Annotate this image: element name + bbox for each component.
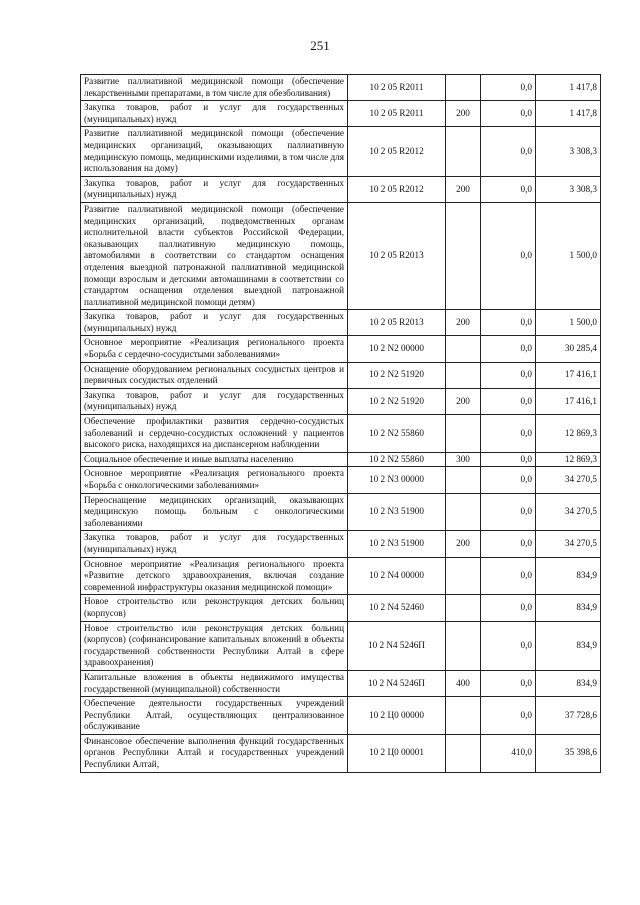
table-row bbox=[81, 415, 601, 453]
row-amount-1: 0,0 bbox=[481, 557, 536, 595]
row-target-code: 10 2 05 R2012 bbox=[348, 176, 446, 202]
row-amount-2: 1 500,0 bbox=[536, 310, 601, 336]
row-expense-type: 200 bbox=[446, 101, 481, 127]
table-row bbox=[81, 127, 601, 176]
row-expense-type: 200 bbox=[446, 531, 481, 557]
row-amount-2: 1 500,0 bbox=[536, 202, 601, 309]
row-description: Закупка товаров, работ и услуг для государственных (муниципальных) нужд bbox=[81, 388, 348, 414]
row-target-code: 10 2 N3 00000 bbox=[348, 467, 446, 493]
row-description: Развитие паллиативной медицинской помощи (обеспечение медицинских организаций, подведомственных органам исполнительной власти субъектов Российской Федерации, оказывающих паллиативную медицинскую помощь, автомобилями в соответствии со стандартом оснащения отделения выездной патронажной паллиативной медицинской помощи взрослым и детскими автомашинами в соответствии со стандартом оснащения отделения выездной патронажной паллиативной медицинской помощи детям) bbox=[81, 202, 348, 309]
row-expense-type bbox=[446, 467, 481, 493]
row-amount-2: 1 417,8 bbox=[536, 101, 601, 127]
row-description: Закупка товаров, работ и услуг для государственных (муниципальных) нужд bbox=[81, 101, 348, 127]
row-amount-1: 0,0 bbox=[481, 531, 536, 557]
row-description: Оснащение оборудованием региональных сосудистых центров и первичных сосудистых отделений bbox=[81, 362, 348, 388]
row-target-code: 10 2 N3 51900 bbox=[348, 531, 446, 557]
row-expense-type: 200 bbox=[446, 388, 481, 414]
row-description: Закупка товаров, работ и услуг для государственных (муниципальных) нужд bbox=[81, 176, 348, 202]
table-row bbox=[81, 176, 601, 202]
table-row bbox=[81, 336, 601, 362]
row-expense-type bbox=[446, 202, 481, 309]
row-description: Переоснащение медицинских организаций, оказывающих медицинскую помощь больным с онкологическими заболеваниями bbox=[81, 493, 348, 531]
row-target-code: 10 2 N4 00000 bbox=[348, 557, 446, 595]
row-target-code: 10 2 05 R2012 bbox=[348, 127, 446, 176]
row-amount-2: 1 417,8 bbox=[536, 75, 601, 101]
row-target-code: 10 2 Ц0 00001 bbox=[348, 734, 446, 772]
row-amount-1: 0,0 bbox=[481, 75, 536, 101]
row-target-code: 10 2 05 R2013 bbox=[348, 202, 446, 309]
row-target-code: 10 2 N4 5246П bbox=[348, 670, 446, 696]
row-amount-1: 0,0 bbox=[481, 697, 536, 735]
row-expense-type bbox=[446, 621, 481, 670]
row-description: Социальное обеспечение и иные выплаты населению bbox=[81, 452, 348, 467]
row-description: Закупка товаров, работ и услуг для государственных (муниципальных) нужд bbox=[81, 531, 348, 557]
row-target-code: 10 2 N2 51920 bbox=[348, 362, 446, 388]
row-amount-2: 17 416,1 bbox=[536, 388, 601, 414]
row-amount-1: 410,0 bbox=[481, 734, 536, 772]
row-amount-1: 0,0 bbox=[481, 467, 536, 493]
row-amount-2: 834,9 bbox=[536, 621, 601, 670]
row-expense-type: 200 bbox=[446, 176, 481, 202]
table-row bbox=[81, 362, 601, 388]
row-amount-1: 0,0 bbox=[481, 176, 536, 202]
table-row bbox=[81, 621, 601, 670]
row-description: Капитальные вложения в объекты недвижимого имущества государственной (муниципальной) собственности bbox=[81, 670, 348, 696]
row-amount-1: 0,0 bbox=[481, 670, 536, 696]
row-target-code: 10 2 N2 55860 bbox=[348, 452, 446, 467]
row-description: Развитие паллиативной медицинской помощи (обеспечение медицинских организаций, оказывающих паллиативную медицинскую помощь, медицинскими изделиями, в том числе для использования на дому) bbox=[81, 127, 348, 176]
table-row bbox=[81, 101, 601, 127]
row-target-code: 10 2 05 R2011 bbox=[348, 101, 446, 127]
row-amount-2: 12 869,3 bbox=[536, 452, 601, 467]
row-description: Основное мероприятие «Реализация регионального проекта «Борьба с онкологическими заболеваниями» bbox=[81, 467, 348, 493]
row-expense-type bbox=[446, 362, 481, 388]
row-amount-2: 834,9 bbox=[536, 595, 601, 621]
row-amount-1: 0,0 bbox=[481, 127, 536, 176]
row-expense-type bbox=[446, 734, 481, 772]
row-amount-2: 37 728,6 bbox=[536, 697, 601, 735]
row-description: Финансовое обеспечение выполнения функций государственных органов Республики Алтай и государственных учреждений Республики Алтай, bbox=[81, 734, 348, 772]
row-amount-2: 34 270,5 bbox=[536, 467, 601, 493]
page-number: 251 bbox=[310, 38, 330, 53]
row-expense-type bbox=[446, 336, 481, 362]
table-row bbox=[81, 467, 601, 493]
row-amount-1: 0,0 bbox=[481, 362, 536, 388]
row-amount-1: 0,0 bbox=[481, 595, 536, 621]
row-amount-2: 34 270,5 bbox=[536, 531, 601, 557]
row-expense-type: 200 bbox=[446, 310, 481, 336]
row-target-code: 10 2 N4 52460 bbox=[348, 595, 446, 621]
row-expense-type bbox=[446, 697, 481, 735]
row-description: Новое строительство или реконструкция детских больниц (корпусов) bbox=[81, 595, 348, 621]
row-amount-2: 30 285,4 bbox=[536, 336, 601, 362]
row-amount-2: 35 398,6 bbox=[536, 734, 601, 772]
row-description: Закупка товаров, работ и услуг для государственных (муниципальных) нужд bbox=[81, 310, 348, 336]
row-expense-type bbox=[446, 493, 481, 531]
row-expense-type bbox=[446, 557, 481, 595]
table-row bbox=[81, 75, 601, 101]
row-description: Основное мероприятие «Реализация регионального проекта «Развитие детского здравоохранения, включая создание современной инфраструктуры оказания медицинской помощи» bbox=[81, 557, 348, 595]
row-target-code: 10 2 Ц0 00000 bbox=[348, 697, 446, 735]
row-target-code: 10 2 05 R2011 bbox=[348, 75, 446, 101]
row-expense-type bbox=[446, 595, 481, 621]
table-row bbox=[81, 734, 601, 772]
row-amount-1: 0,0 bbox=[481, 415, 536, 453]
table-row bbox=[81, 310, 601, 336]
row-description: Обеспечение профилактики развития сердечно-сосудистых заболеваний и сердечно-сосудистых осложнений у пациентов высокого риска, находящихся на диспансерном наблюдении bbox=[81, 415, 348, 453]
row-amount-1: 0,0 bbox=[481, 101, 536, 127]
row-expense-type: 400 bbox=[446, 670, 481, 696]
row-target-code: 10 2 N3 51900 bbox=[348, 493, 446, 531]
table-row bbox=[81, 493, 601, 531]
row-description: Основное мероприятие «Реализация регионального проекта «Борьба с сердечно-сосудистыми заболеваниями» bbox=[81, 336, 348, 362]
table-row bbox=[81, 452, 601, 467]
row-amount-1: 0,0 bbox=[481, 388, 536, 414]
row-amount-1: 0,0 bbox=[481, 493, 536, 531]
row-description: Новое строительство или реконструкция детских больниц (корпусов) (софинансирование капитальных вложений в объекты государственной собственности Республики Алтай в сфере здравоохранения) bbox=[81, 621, 348, 670]
row-target-code: 10 2 N2 00000 bbox=[348, 336, 446, 362]
row-description: Развитие паллиативной медицинской помощи (обеспечение лекарственными препаратами, в том числе для обезболивания) bbox=[81, 75, 348, 101]
row-amount-2: 17 416,1 bbox=[536, 362, 601, 388]
row-amount-1: 0,0 bbox=[481, 202, 536, 309]
row-expense-type: 300 bbox=[446, 452, 481, 467]
table-row bbox=[81, 697, 601, 735]
row-expense-type bbox=[446, 127, 481, 176]
row-amount-1: 0,0 bbox=[481, 452, 536, 467]
row-amount-2: 834,9 bbox=[536, 557, 601, 595]
row-amount-1: 0,0 bbox=[481, 336, 536, 362]
row-amount-2: 3 308,3 bbox=[536, 176, 601, 202]
row-amount-1: 0,0 bbox=[481, 621, 536, 670]
row-target-code: 10 2 05 R2013 bbox=[348, 310, 446, 336]
table-row bbox=[81, 202, 601, 309]
row-amount-2: 12 869,3 bbox=[536, 415, 601, 453]
table-row bbox=[81, 531, 601, 557]
row-expense-type bbox=[446, 75, 481, 101]
table-row bbox=[81, 557, 601, 595]
row-expense-type bbox=[446, 415, 481, 453]
row-amount-2: 834,9 bbox=[536, 670, 601, 696]
row-description: Обеспечение деятельности государственных учреждений Республики Алтай, осуществляющих централизованное обслуживание bbox=[81, 697, 348, 735]
row-amount-1: 0,0 bbox=[481, 310, 536, 336]
row-amount-2: 34 270,5 bbox=[536, 493, 601, 531]
budget-table bbox=[80, 74, 601, 773]
row-target-code: 10 2 N4 5246П bbox=[348, 621, 446, 670]
table-row bbox=[81, 595, 601, 621]
row-amount-2: 3 308,3 bbox=[536, 127, 601, 176]
table-row bbox=[81, 670, 601, 696]
budget-table-body bbox=[81, 75, 601, 773]
row-target-code: 10 2 N2 55860 bbox=[348, 415, 446, 453]
row-target-code: 10 2 N2 51920 bbox=[348, 388, 446, 414]
table-row bbox=[81, 388, 601, 414]
